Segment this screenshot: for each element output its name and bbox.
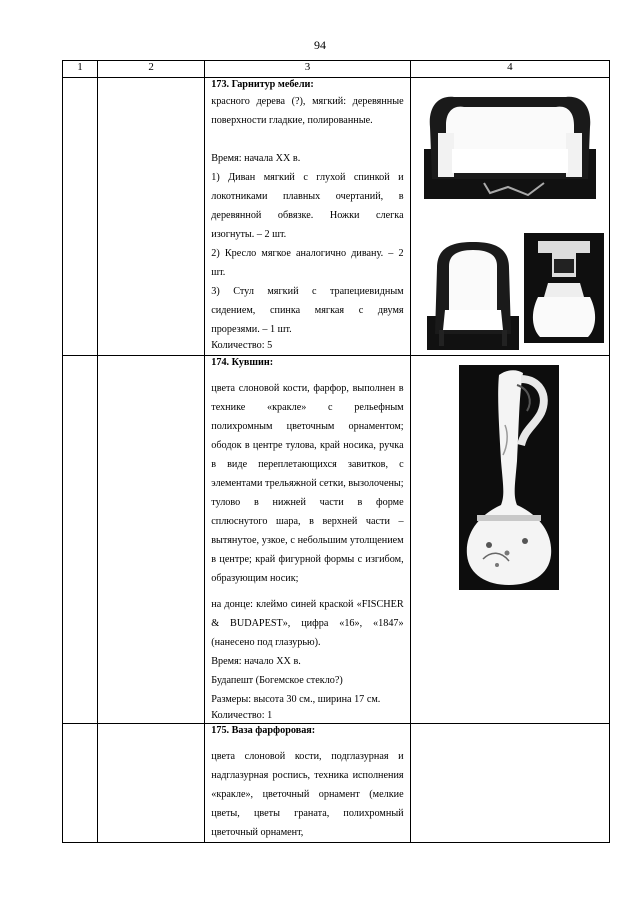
entry-title: 175. Ваза фарфоровая: — [211, 725, 316, 736]
entry-text: Будапешт (Богемское стекло?) — [211, 675, 343, 686]
header-row — [63, 61, 610, 78]
catalog-table — [62, 60, 610, 843]
entry-text: красного дерева (?), мягкий: деревянные поверхности гладкие, полированные. — [211, 96, 404, 126]
jug-photo — [459, 365, 559, 590]
entry-title: 173. Гарнитур мебели: — [211, 79, 314, 90]
entry-text: Время: начала ХХ в. — [211, 153, 301, 164]
cell-description — [205, 78, 410, 356]
header-col-3: 3 — [205, 61, 410, 78]
cell-empty — [98, 724, 205, 843]
cell-number — [63, 724, 98, 843]
entry-text: на донце: клеймо синей краской «FISCHER & BUDAPEST», цифра «16», «1847» (нанесено под глазурью). — [211, 599, 404, 648]
entry-spacer — [211, 130, 403, 149]
cell-description — [205, 356, 410, 724]
cell-photos — [410, 356, 609, 724]
cell-number — [63, 78, 98, 356]
chair-photo — [524, 233, 604, 343]
cell-empty — [98, 78, 205, 356]
cell-number — [63, 356, 98, 724]
entry-spacer — [211, 370, 403, 379]
cell-photos — [410, 78, 609, 356]
cell-description — [205, 724, 410, 843]
entry-text: 3) Стул мягкий с трапециевидным сидением, спинка мягкая с двумя прорезями. – 1 шт. — [211, 286, 404, 335]
header-col-2: 2 — [98, 61, 205, 78]
header-col-1: 1 — [63, 61, 98, 78]
table-row — [63, 724, 610, 843]
sofa-photo — [424, 87, 596, 199]
entry-text: цвета слоновой кости, фарфор, выполнен в технике «кракле» с рельефным полихромным цветочным орнаментом; ободок в центре тулова, край носика, ручка в виде переплетающихся завитков, с элементами трельяжной сетки, вызолочены; тулово в нижней части в форме сплюснутого шара, в верхней части – вытянутое, узкое, с небольшим утолщением в центре; край фигурной формы с изгибом, образующим носик; — [211, 383, 404, 584]
header-col-4: 4 — [410, 61, 609, 78]
entry-text: Размеры: высота 30 см., ширина 17 см. — [211, 694, 381, 705]
entry-text: цвета слоновой кости, подглазурная и надглазурная роспись, техника исполнения «кракле», цветочный орнамент (мелкие цветы, цветы граната, полихромный цветочный орнамент, — [211, 751, 404, 838]
armchair-photo — [427, 238, 519, 350]
cell-photos — [410, 724, 609, 843]
cell-empty — [98, 356, 205, 724]
entry-title: 174. Кувшин: — [211, 357, 274, 368]
entry-text: Количество: 1 — [211, 710, 273, 721]
entry-text: Количество: 5 — [211, 340, 273, 351]
table-row — [63, 78, 610, 356]
entry-spacer — [211, 738, 403, 747]
entry-text: 2) Кресло мягкое аналогично дивану. – 2 шт. — [211, 248, 404, 278]
page-number: 94 — [314, 38, 326, 52]
entry-text: Время: начало ХХ в. — [211, 656, 301, 667]
entry-text: 1) Диван мягкий с глухой спинкой и локотниками плавных очертаний, в деревянной обвязке. Ножки слегка изогнуты. – 2 шт. — [211, 172, 404, 240]
table-row — [63, 356, 610, 724]
